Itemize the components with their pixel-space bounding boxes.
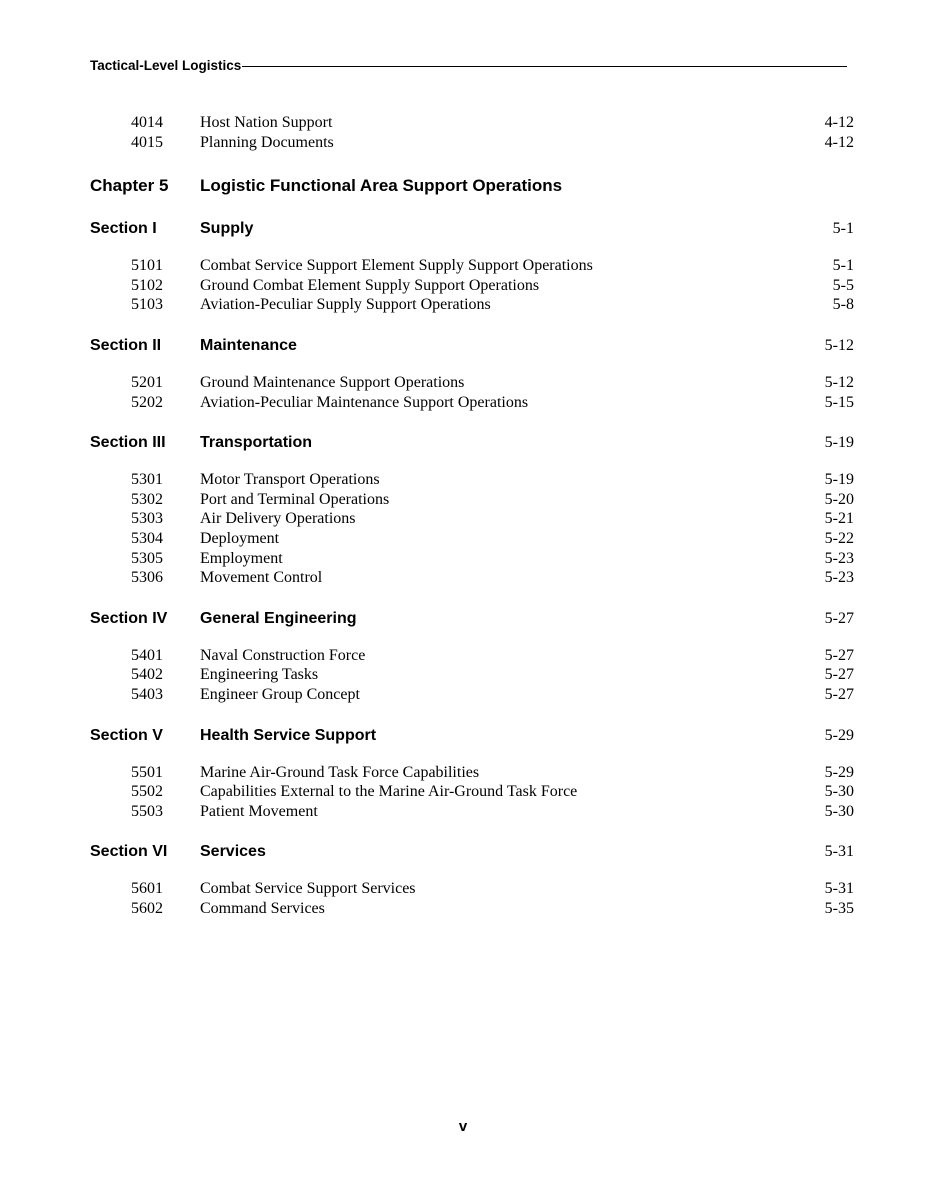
toc-entry	[0, 113, 926, 133]
entry-page: 5-27	[824, 646, 854, 664]
entry-title: Motor Transport Operations	[200, 471, 380, 489]
entry-page: 5-29	[824, 763, 854, 781]
entry-number: 5102	[131, 276, 163, 294]
chapter-label: Chapter 5	[90, 176, 169, 196]
entry-title: Aviation-Peculiar Supply Support Operations	[200, 296, 491, 314]
entry-number: 5401	[131, 646, 163, 664]
entry-title: Marine Air-Ground Task Force Capabilities	[200, 763, 480, 781]
section-label: Section IV	[90, 609, 168, 627]
entry-page: 4-12	[824, 114, 854, 131]
entry-title: Command Services	[200, 899, 325, 917]
section-heading	[0, 725, 926, 747]
toc-entry	[0, 549, 926, 569]
entry-page: 5-12	[824, 373, 854, 391]
entry-title: Combat Service Support Element Supply Support Operations	[200, 257, 593, 275]
section-page: 5-19	[824, 434, 854, 452]
toc-entry	[0, 373, 926, 393]
entry-number: 4015	[131, 133, 163, 151]
toc-entry	[0, 529, 926, 549]
entry-title: Planning Documents	[200, 133, 334, 151]
entry-page: 5-21	[824, 510, 854, 528]
chapter-title: Logistic Functional Area Support Operations	[200, 176, 563, 196]
entry-number: 5602	[131, 899, 163, 917]
entry-title: Engineer Group Concept	[200, 685, 360, 703]
section-heading	[0, 841, 926, 863]
section-heading	[0, 608, 926, 630]
section-label: Section I	[90, 220, 157, 238]
entry-number: 5303	[131, 510, 163, 528]
section-label: Section VI	[90, 843, 168, 861]
entry-number: 5301	[131, 471, 163, 489]
entry-page: 5-35	[824, 899, 854, 917]
section-title: Supply	[200, 220, 254, 238]
toc-entry	[0, 646, 926, 666]
entry-number: 5402	[131, 666, 163, 684]
toc-entry	[0, 470, 926, 490]
section-label: Section V	[90, 726, 163, 744]
section-page: 5-29	[824, 726, 854, 744]
entry-title: Deployment	[200, 529, 280, 547]
section-heading	[0, 218, 926, 240]
toc-entry	[0, 133, 926, 153]
running-header	[90, 58, 847, 73]
entry-title: Port and Terminal Operations	[200, 490, 390, 508]
section-label: Section III	[90, 434, 166, 452]
toc-entry	[0, 685, 926, 705]
entry-page: 5-23	[824, 549, 854, 567]
section-title: General Engineering	[200, 609, 357, 627]
sections	[0, 218, 926, 918]
toc-entry	[0, 899, 926, 919]
header-title: Tactical-Level Logistics	[90, 58, 242, 73]
section-label: Section II	[90, 336, 162, 354]
toc-entry	[0, 763, 926, 783]
table-of-contents	[0, 113, 926, 918]
section-page: 5-31	[824, 843, 854, 861]
entry-number: 5304	[131, 529, 163, 547]
entry-title: Ground Combat Element Supply Support Operations	[200, 276, 540, 294]
entry-page: 5-8	[832, 296, 854, 314]
entry-title: Engineering Tasks	[200, 666, 319, 684]
toc-entry	[0, 393, 926, 413]
entry-title: Combat Service Support Services	[200, 880, 416, 898]
entry-page: 5-5	[832, 276, 854, 294]
toc-entry	[0, 782, 926, 802]
page-number: v	[458, 1118, 468, 1135]
section-page: 5-12	[824, 336, 854, 354]
entry-number: 5305	[131, 549, 163, 567]
section-title: Services	[200, 843, 266, 861]
entry-number: 5306	[131, 569, 163, 587]
entry-number: 5101	[131, 257, 163, 275]
toc-entry	[0, 509, 926, 529]
entry-number: 5201	[131, 373, 163, 391]
toc-entry	[0, 665, 926, 685]
entry-page: 5-20	[824, 490, 854, 508]
entry-title: Employment	[200, 549, 283, 567]
toc-entry	[0, 490, 926, 510]
entry-page: 4-12	[824, 133, 854, 151]
section-page: 5-27	[824, 609, 854, 627]
entry-title: Air Delivery Operations	[200, 510, 356, 528]
toc-entry	[0, 802, 926, 822]
entry-title: Host Nation Support	[200, 114, 333, 131]
entry-page: 5-15	[824, 393, 854, 411]
entry-number: 5202	[131, 393, 163, 411]
entry-title: Patient Movement	[200, 802, 318, 820]
entry-page: 5-27	[824, 685, 854, 703]
section-heading	[0, 335, 926, 357]
entry-number: 5502	[131, 783, 163, 801]
entry-number: 5103	[131, 296, 163, 314]
entry-number: 5302	[131, 490, 163, 508]
entry-title: Aviation-Peculiar Maintenance Support Operations	[200, 393, 529, 411]
section-title: Transportation	[200, 434, 313, 452]
section-heading	[0, 432, 926, 454]
entry-page: 5-1	[832, 257, 854, 275]
entry-number: 5601	[131, 880, 163, 898]
entry-page: 5-30	[824, 802, 854, 820]
entry-title: Naval Construction Force	[200, 646, 366, 664]
entry-page: 5-31	[824, 880, 854, 898]
toc-entry	[0, 295, 926, 315]
entry-title: Ground Maintenance Support Operations	[200, 373, 465, 391]
section-title: Health Service Support	[200, 726, 377, 744]
chapter-heading	[0, 175, 926, 197]
entry-number: 5501	[131, 763, 163, 781]
entry-title: Capabilities External to the Marine Air-Ground Task Force	[200, 783, 578, 801]
entry-number: 5403	[131, 685, 163, 703]
toc-entry	[0, 256, 926, 276]
section-title: Maintenance	[200, 336, 297, 354]
header-rule	[242, 66, 847, 67]
entry-number: 5503	[131, 802, 163, 820]
entry-page: 5-27	[824, 666, 854, 684]
entry-title: Movement Control	[200, 569, 323, 587]
entry-page: 5-30	[824, 783, 854, 801]
entry-page: 5-23	[824, 569, 854, 587]
entry-page: 5-19	[824, 471, 854, 489]
toc-entry	[0, 568, 926, 588]
section-page: 5-1	[832, 220, 854, 238]
entry-number: 4014	[131, 114, 163, 131]
entry-page: 5-22	[824, 529, 854, 547]
toc-entry	[0, 879, 926, 899]
toc-entry	[0, 276, 926, 296]
